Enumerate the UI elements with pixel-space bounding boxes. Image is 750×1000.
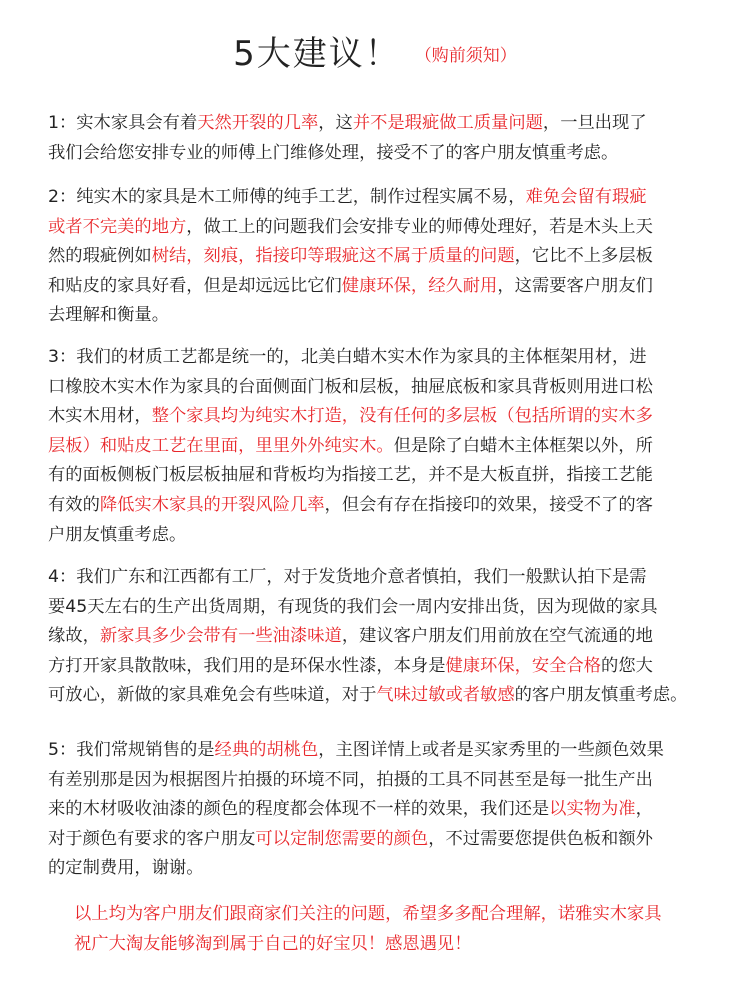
body-text: 户朋友慎重考虑。 xyxy=(48,524,187,545)
highlight-text: 难免会留有瑕疵 xyxy=(525,187,647,207)
body-text: ，这需要客户朋友们 xyxy=(497,275,653,296)
highlight-text: 或者不完美的地方 xyxy=(48,216,187,237)
highlight-text: 以实物为准 xyxy=(549,799,636,820)
highlight-text: 层板）和贴皮工艺在里面，里里外外纯实木。 xyxy=(48,435,394,456)
closing-note xyxy=(74,900,714,959)
highlight-text: 并不是瑕疵做工质量问题 xyxy=(352,113,543,133)
body-text: 4：我们广东和江西都有工厂，对于发货地介意者慎拍，我们一般默认拍下是需 xyxy=(48,567,647,587)
body-text: 但是除了白蜡木主体框架以外，所 xyxy=(393,435,653,456)
body-text: 的客户朋友慎重考虑。 xyxy=(514,685,688,706)
advice-paragraph-5 xyxy=(48,736,720,884)
body-text: 我们会给您安排专业的师傅上门维修处理，接受不了的客户朋友慎重考虑。 xyxy=(48,142,619,163)
highlight-text: 健康环保，安全合格 xyxy=(445,655,602,676)
body-text: 去理解和衡量。 xyxy=(48,305,169,326)
advice-paragraph-2 xyxy=(48,183,720,331)
highlight-text: 降低实木家具的开裂风险几率 xyxy=(99,494,325,515)
highlight-text: 树结，刻痕，指接印等瑕疵这不属于质量的问题 xyxy=(151,246,515,267)
title-row xyxy=(0,26,750,75)
highlight-text: 整个家具均为纯实木打造，没有任何的多层板（包括所谓的实木多 xyxy=(151,406,653,427)
page-subtitle: （购前须知） xyxy=(414,46,517,66)
highlight-text: 可以定制您需要的颜色 xyxy=(255,828,429,849)
highlight-text: 气味过敏或者敏感 xyxy=(376,685,515,706)
body-text: ，建议客户朋友们用前放在空气流通的地 xyxy=(341,626,653,647)
body-text: 缘故， xyxy=(48,626,100,647)
body-text: 对于颜色有要求的客户朋友 xyxy=(48,828,256,849)
highlight-text: 天然开裂的几率 xyxy=(197,113,319,133)
body-text: ，但会有存在指接印的效果，接受不了的客 xyxy=(324,494,653,515)
body-text: 方打开家具散散味，我们用的是环保水性漆，本身是 xyxy=(48,655,446,676)
body-text: 木实木用材， xyxy=(48,406,152,427)
highlight-text: 经典的胡桃色 xyxy=(214,740,319,760)
body-text: ，不过需要您提供色板和额外 xyxy=(428,828,653,849)
advice-paragraph-4 xyxy=(48,563,720,711)
body-text: 然的瑕疵例如 xyxy=(48,246,152,267)
body-text: 来的木材吸收油漆的颜色的程度都会体现不一样的效果，我们还是 xyxy=(48,799,550,820)
page-title: 5大建议！ xyxy=(233,34,401,74)
body-text: ，这 xyxy=(318,113,353,133)
body-text: 的您大 xyxy=(601,655,653,676)
advice-paragraph-1 xyxy=(48,109,720,168)
highlight-text: 新家具多少会带有一些油漆味道 xyxy=(99,626,342,647)
body-text: 和贴皮的家具好看，但是却远远比它们 xyxy=(48,275,342,296)
body-text: 口橡胶木实木作为家具的台面侧面门板和层板，抽屉底板和家具背板则用进口松 xyxy=(48,376,653,397)
highlight-text: 健康环保，经久耐用 xyxy=(341,275,498,296)
closing-line-1: 以上均为客户朋友们跟商家们关注的问题，希望多多配合理解，诺雅实木家具 xyxy=(74,904,662,924)
closing-line-2: 祝广大淘友能够淘到属于自己的好宝贝！感恩遇见！ xyxy=(74,933,472,954)
body-text: 有差别那是因为根据图片拍摄的环境不同，拍摄的工具不同甚至是每一批生产出 xyxy=(48,769,653,790)
body-text: 的定制费用，谢谢。 xyxy=(48,858,204,879)
body-text: 1：实木家具会有着 xyxy=(48,113,198,133)
advice-paragraph-3 xyxy=(48,343,720,550)
body-text: ，它比不上多层板 xyxy=(514,246,653,267)
body-text: 2：纯实木的家具是木工师傅的纯手工艺，制作过程实属不易， xyxy=(48,187,526,207)
body-text: 有效的 xyxy=(48,494,100,515)
body-text: 有的面板侧板门板层板抽屉和背板均为指接工艺，并不是大板直拼，指接工艺能 xyxy=(48,465,653,486)
body-text: 可放心，新做的家具难免会有些味道，对于 xyxy=(48,685,377,706)
body-text: ， xyxy=(635,799,653,820)
body-text: 要45天左右的生产出货周期，有现货的我们会一周内安排出货，因为现做的家具 xyxy=(48,596,658,617)
body-text: 5：我们常规销售的是 xyxy=(48,740,215,760)
body-text: ，主图详情上或者是买家秀里的一些颜色效果 xyxy=(318,740,664,760)
body-text: ，一旦出现了 xyxy=(542,113,647,133)
body-text: 3：我们的材质工艺都是统一的，北美白蜡木实木作为家具的主体框架用材，进 xyxy=(48,347,647,367)
body-text: ，做工上的问题我们会安排专业的师傅处理好，若是木头上天 xyxy=(186,216,653,237)
